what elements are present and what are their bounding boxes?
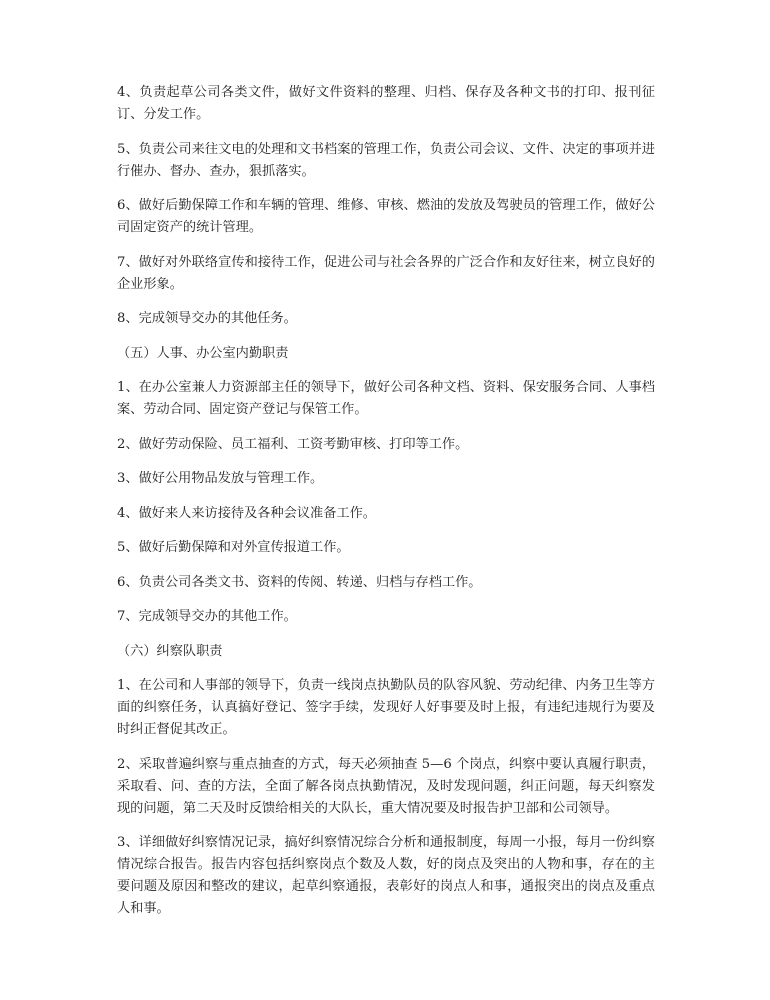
paragraph-item-5: 5、负责公司来往文电的处理和文书档案的管理工作，负责公司会议、文件、决定的事项并进行催办、督办、查办，狠抓落实。 (117, 141, 655, 179)
paragraph-item-3: 3、详细做好纠察情况记录，搞好纠察情况综合分析和通报制度，每周一小报，每月一份纠察情况综合报告。报告内容包括纠察岗点个数及人数，好的岗点及突出的人物和事，存在的主要问题及原因和整改的建议，起草纠察通报，表彰好的岗点人和事，通报突出的岗点及重点人和事。 (117, 835, 655, 916)
section-heading-6: （六）纠察队职责 (117, 643, 223, 659)
paragraph-item-4: 4、负责起草公司各类文件，做好文件资料的整理、归档、保存及各种文书的打印、报刊征订、分发工作。 (117, 85, 655, 122)
paragraph-item-1: 1、在办公室兼人力资源部主任的领导下，做好公司各种文档、资料、保安服务合同、人事档案、劳动合同、固定资产登记与保管工作。 (117, 380, 655, 417)
paragraph-item-7: 7、做好对外联络宣传和接待工作，促进公司与社会各界的广泛合作和友好往来，树立良好的企业形象。 (117, 254, 655, 292)
paragraph-item-5: 5、做好后勤保障和对外宣传报道工作。 (117, 540, 350, 555)
paragraph-item-4: 4、做好来人来访接待及各种会议准备工作。 (117, 505, 376, 521)
paragraph-item-1: 1、在公司和人事部的领导下，负责一线岗点执勤队员的队容风貌、劳动纪律、内务卫生等方面的纠察任务，认真搞好登记、签字手续，发现好人好事要及时上报，有违纪违规行为要及时纠正督促其改正。 (117, 678, 655, 737)
paragraph-item-2: 2、采取普遍纠察与重点抽查的方式，每天必须抽查 5—6 个岗点，纠察中要认真履行职责，采取看、问、查的方法，全面了解各岗点执勤情况，及时发现问题，纠正问题，每天纠察发现的问题，第二天及时反馈给相关的大队长，重大情况要及时报告护卫部和公司领导。 (117, 756, 655, 816)
paragraph-item-7: 7、完成领导交办的其他工作。 (117, 609, 297, 624)
paragraph-item-8: 8、完成领导交办的其他任务。 (117, 311, 297, 326)
paragraph-item-3: 3、做好公用物品发放与管理工作。 (117, 471, 324, 486)
document-page (117, 82, 655, 933)
paragraph-item-6: 6、做好后勤保障工作和车辆的管理、维修、审核、燃油的发放及驾驶员的管理工作，做好公司固定资产的统计管理。 (117, 198, 655, 235)
section-heading-5: （五）人事、办公室内勤职责 (117, 345, 289, 361)
paragraph-item-6: 6、负责公司各类文书、资料的传阅、转递、归档与存档工作。 (117, 574, 482, 590)
paragraph-item-2: 2、做好劳动保险、员工福利、工资考勤审核、打印等工作。 (117, 436, 469, 452)
